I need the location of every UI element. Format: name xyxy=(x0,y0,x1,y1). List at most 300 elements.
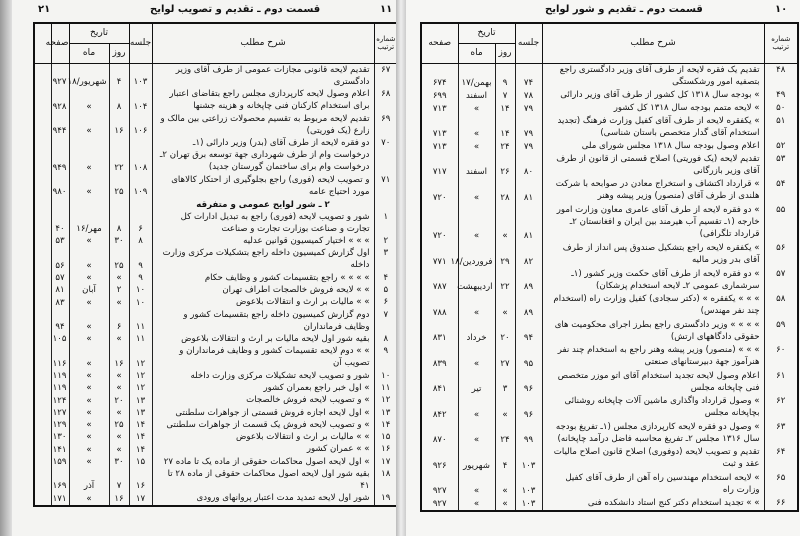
row-day: ۲۴ xyxy=(495,140,515,153)
row-margin xyxy=(34,431,51,443)
table-row xyxy=(34,431,398,443)
row-page: ۱۲۷ xyxy=(51,407,69,419)
row-description: » بودجه سال ۱۳۱۸ کل کشور از طرف آقای وزیر دارائی xyxy=(542,89,764,102)
table-row xyxy=(34,345,398,370)
row-number: ۱۱ xyxy=(374,382,398,394)
row-session: ۱۰۳ xyxy=(515,497,542,511)
row-month: شهریور/۱۸ xyxy=(69,63,109,88)
row-session: ۱۴ xyxy=(129,443,152,455)
row-number: ۱۲ xyxy=(374,394,398,406)
row-month: » xyxy=(69,443,109,455)
row-month: » xyxy=(69,174,109,199)
row-month: تیر xyxy=(458,370,495,396)
row-session: ۱۴ xyxy=(129,419,152,431)
row-description: » اول خبر راجع بعمران کشور xyxy=(152,382,374,394)
row-page: ۶۷۴ xyxy=(421,63,458,89)
row-description: » » لایحه فروش خالصجات اطراف تهران xyxy=(152,284,374,296)
table-row xyxy=(421,395,798,421)
table-row xyxy=(421,268,798,294)
row-session: ۹۶ xyxy=(515,370,542,396)
row-page: ۱۱۹ xyxy=(51,370,69,382)
row-description: » » مالیات بر ارث و انتقالات بلاعوض xyxy=(152,431,374,443)
table-row xyxy=(421,319,798,345)
table-row xyxy=(421,204,798,242)
row-month: » xyxy=(69,296,109,308)
row-session: ۷۴ xyxy=(515,63,542,89)
row-session: ۶ xyxy=(129,211,152,236)
row-session: ۸۹ xyxy=(515,268,542,294)
row-page: ۷۱۳ xyxy=(421,140,458,153)
row-day: ۱۴ xyxy=(495,115,515,141)
row-description: » و تصویب لایحه فروش یک قسمت از جواهرات سلطنتی xyxy=(152,419,374,431)
row-page: ۱۵۹ xyxy=(51,456,69,468)
row-session: ۹۶ xyxy=(515,395,542,421)
row-page: ۹۴ xyxy=(51,309,69,334)
row-month: » xyxy=(458,102,495,115)
section-heading-row xyxy=(34,198,398,210)
row-page: ۷۷۱ xyxy=(421,242,458,268)
row-margin xyxy=(34,345,51,370)
header-page: صفحه xyxy=(421,23,458,63)
table-row xyxy=(34,309,398,334)
row-day: ۴ xyxy=(109,63,129,88)
header-row-number: شماره ترتیب xyxy=(374,23,398,63)
header-month: ماه xyxy=(69,43,109,63)
row-day: » xyxy=(109,296,129,308)
row-page: ۶۹۹ xyxy=(421,89,458,102)
table-row xyxy=(34,419,398,431)
row-number: ۱۵ xyxy=(374,431,398,443)
row-number: ۵۴ xyxy=(764,178,798,204)
row-margin xyxy=(34,407,51,419)
row-page: ۷۲۰ xyxy=(421,178,458,204)
row-description: دوم گزارش کمیسیون داخله راجع بتقسیمات کشور و وظایف فرمانداران xyxy=(152,309,374,334)
row-month: اسفند xyxy=(458,89,495,102)
row-page: ۹۴۴ xyxy=(51,113,69,138)
row-number: ۵۶ xyxy=(764,242,798,268)
row-description: بقیه شور اول لایحه مالیات بر ارث و انتقالات بلاعوض xyxy=(152,333,374,345)
table-row xyxy=(34,407,398,419)
row-month: آبان xyxy=(69,284,109,296)
row-number: ۱۶ xyxy=(374,443,398,455)
table-row xyxy=(34,211,398,236)
table-row xyxy=(34,235,398,247)
row-number: ۶۰ xyxy=(764,344,798,370)
row-description: شور و تصویب لایحه تشکیلات مرکزی وزارت داخله xyxy=(152,370,374,382)
row-description: دو فقره لایحه از طرف آقای (بدر) وزیر دارائی (۱ـ درخواست وام از طرف شهرداری جهة توسعه برق تهران ۲ـ درخواست وام برای ساختمان گورستان جدید) xyxy=(152,137,374,174)
row-description: » » » » راجع بتقسیمات کشور و وظایف حکام xyxy=(152,272,374,284)
row-session: ۸۰ xyxy=(515,153,542,179)
row-margin xyxy=(34,443,51,455)
table-row xyxy=(34,333,398,345)
row-session: ۱۲ xyxy=(129,370,152,382)
row-day: ۹ xyxy=(495,63,515,89)
row-page: ۷۸۷ xyxy=(421,268,458,294)
row-description: » اول لایحه اجازه فروش قسمتی از جواهرات سلطنتی xyxy=(152,407,374,419)
page-number-inner: ۱۱ xyxy=(380,4,393,15)
row-number: ۱ xyxy=(374,211,398,236)
row-session: ۹ xyxy=(129,272,152,284)
row-session: ۱۲ xyxy=(129,345,152,370)
row-page: ۵۳ xyxy=(51,235,69,247)
row-description: شور و تصویب لایحه (فوری) راجع به تبدیل ادارات کل تجارت و صناعت بوزارت تجارت و صناعت xyxy=(152,211,374,236)
row-day: ۲۸ xyxy=(495,178,515,204)
table-row xyxy=(421,472,798,498)
row-session: ۱۵ xyxy=(129,456,152,468)
row-margin xyxy=(34,419,51,431)
row-month: » xyxy=(69,419,109,431)
table-row xyxy=(421,242,798,268)
row-number: ۶۷ xyxy=(374,63,398,88)
row-day: » xyxy=(495,204,515,242)
row-month: » xyxy=(69,407,109,419)
row-page: ۱۲۴ xyxy=(51,394,69,406)
row-session: ۱۰۶ xyxy=(129,113,152,138)
row-page: ۹۴۹ xyxy=(51,137,69,174)
row-day: » xyxy=(109,370,129,382)
row-margin xyxy=(34,235,51,247)
row-margin xyxy=(34,492,51,506)
row-description: » » » یکفقره » (دکتر سجادی) کفیل وزارت راه (استخدام چند نفر مهندس) xyxy=(542,293,764,319)
row-page: ۷۱۷ xyxy=(421,153,458,179)
row-day: ۱۶ xyxy=(109,113,129,138)
row-day: ۳ xyxy=(495,370,515,396)
row-day: ۲ xyxy=(109,284,129,296)
row-margin xyxy=(34,309,51,334)
table-row xyxy=(421,63,798,89)
row-month: » xyxy=(458,178,495,204)
table-row xyxy=(34,284,398,296)
row-session: ۱۳ xyxy=(129,407,152,419)
row-number: ۷۰ xyxy=(374,137,398,174)
header-day: روز xyxy=(495,43,515,63)
row-margin xyxy=(34,174,51,199)
row-month: » xyxy=(69,272,109,284)
row-day: ۶ xyxy=(109,309,129,334)
row-page: ۸۳۱ xyxy=(421,319,458,345)
row-description: تقدیم لایحه قانونی مجازات عمومی از طرف آقای وزیر دادگستری xyxy=(152,63,374,88)
row-day: ۲۲ xyxy=(109,137,129,174)
header-session: جلسه xyxy=(515,23,542,63)
row-description: شور اول لایحه تمدید مدت اعتبار پروانهای ورودی xyxy=(152,492,374,506)
row-session: ۸ xyxy=(129,235,152,247)
row-number: ۷ xyxy=(374,309,398,334)
row-day: » xyxy=(109,333,129,345)
row-description: » » تجدید استخدام دکتر کنج استاد دانشکده فنی xyxy=(542,497,764,511)
row-month: » xyxy=(458,204,495,242)
row-month: » xyxy=(69,431,109,443)
row-day: ۸ xyxy=(109,88,129,113)
row-session: ۱۰ xyxy=(129,284,152,296)
row-description: » وصول قرارداد واگذاری ماشین آلات چاپخانه روشنائی بچاپخانه مجلس xyxy=(542,395,764,421)
table-row xyxy=(421,421,798,447)
row-month: خرداد xyxy=(458,319,495,345)
row-description: اعلام وصول لایحه کارپردازی مجلس راجع بتقاضای اعتبار برای استخدام کارکنان فنی چاپخانه و هزینه جشنها xyxy=(152,88,374,113)
row-page: ۱۰۵ xyxy=(51,333,69,345)
row-month: » xyxy=(458,140,495,153)
row-day: » xyxy=(109,382,129,394)
row-page: ۹۲۷ xyxy=(421,472,458,498)
row-page: ۷۸۸ xyxy=(421,293,458,319)
row-month: » xyxy=(458,421,495,447)
row-page: ۸۱ xyxy=(51,284,69,296)
table-row xyxy=(34,272,398,284)
row-day: » xyxy=(495,497,515,511)
row-page: ۱۲۹ xyxy=(51,419,69,431)
row-session: ۷۹ xyxy=(515,115,542,141)
table-row xyxy=(421,89,798,102)
row-day: » xyxy=(109,431,129,443)
row-month: » xyxy=(69,345,109,370)
row-description: » » » (منصور) وزیر پیشه وهنر راجع به استخدام چند نفر هنرآموز جهة دبیرستانهای صنعتی xyxy=(542,344,764,370)
section-heading: ۲ ـ شور لوایح عمومی و متفرقه xyxy=(152,198,374,210)
row-description: » » دوم لایحه تقسیمات کشور و وظایف فرمانداران و تصویب آن xyxy=(152,345,374,370)
row-margin xyxy=(34,456,51,468)
row-session: ۱۰۸ xyxy=(129,137,152,174)
row-month: » xyxy=(69,456,109,468)
row-page: ۱۱۹ xyxy=(51,382,69,394)
row-page: ۷۲۰ xyxy=(421,204,458,242)
row-day: ۲۵ xyxy=(109,247,129,272)
row-number: ۶ xyxy=(374,296,398,308)
header-row-number: شماره ترتیب xyxy=(764,23,798,63)
row-page: ۸۳۹ xyxy=(421,344,458,370)
row-description: » وصول دو فقره لایحه کارپردازی مجلس (۱ـ تفریغ بودجه سال ۱۳۱۶ مجلس ۲ـ تفریغ محاسبه فاضل درآمد چاپخانه) xyxy=(542,421,764,447)
table-row xyxy=(421,153,798,179)
row-page: ۹۲۸ xyxy=(51,88,69,113)
row-description: » » » اختیار کمیسیون قوانین عدلیه xyxy=(152,235,374,247)
row-page: ۹۲۷ xyxy=(421,497,458,511)
row-margin xyxy=(34,63,51,88)
page-number: ۱۰ xyxy=(775,4,788,15)
row-description: » » مالیات بر ارث و انتقالات بلاعوض xyxy=(152,296,374,308)
row-month: » xyxy=(458,115,495,141)
row-day: » xyxy=(109,407,129,419)
running-title: قسمت دوم ـ تقدیم و شور لوایح xyxy=(545,4,703,15)
row-margin xyxy=(34,394,51,406)
right-page xyxy=(400,0,800,536)
row-month: » xyxy=(458,344,495,370)
row-description: تقدیم و تصویب لایحه (دوفوری) اصلاح قانون اصلاح مالیات عقد و ثبت xyxy=(542,446,764,472)
table-row xyxy=(421,370,798,396)
row-description: تقدیم لایحه (یک فوریتی) اصلاح قسمتی از قانون از طرف آقای وزیر بازرگانی xyxy=(542,153,764,179)
row-month: فروردین/۱۸ xyxy=(458,242,495,268)
row-day: ۲۴ xyxy=(495,421,515,447)
row-session: ۱۰ xyxy=(129,296,152,308)
table-row xyxy=(34,492,398,506)
running-title: قسمت دوم ـ تقدیم و تصویب لوایح xyxy=(150,4,321,15)
row-day: » xyxy=(109,443,129,455)
table-row xyxy=(34,394,398,406)
row-page: ۵۶ xyxy=(51,247,69,272)
row-month: » xyxy=(69,235,109,247)
row-description: » اول لایحه اصول محاکمات حقوقی از ماده یک تا ماده ۲۷ xyxy=(152,456,374,468)
row-margin xyxy=(34,382,51,394)
row-number: ۵ xyxy=(374,284,398,296)
row-number: ۴ xyxy=(374,272,398,284)
row-session: ۱۰۳ xyxy=(129,63,152,88)
row-margin xyxy=(34,137,51,174)
row-number: ۵۹ xyxy=(764,319,798,345)
row-session: ۱۴ xyxy=(129,431,152,443)
header-day: روز xyxy=(109,43,129,63)
table-row xyxy=(421,293,798,319)
row-month: » xyxy=(458,497,495,511)
table-row xyxy=(34,137,398,174)
row-month: » xyxy=(458,472,495,498)
row-number: ۵۵ xyxy=(764,204,798,242)
row-number: ۱۳ xyxy=(374,407,398,419)
row-margin xyxy=(34,370,51,382)
row-description: » یکفقره لایحه از طرف آقای کفیل وزارت فرهنگ (تجدید استخدام آقای گدار متخصص باستان شناسی) xyxy=(542,115,764,141)
table-row xyxy=(34,247,398,272)
row-day: ۲۰ xyxy=(495,319,515,345)
row-session: ۱۰۹ xyxy=(129,174,152,199)
row-page: ۵۷ xyxy=(51,272,69,284)
row-session: ۸۹ xyxy=(515,293,542,319)
row-page: ۱۷۱ xyxy=(51,492,69,506)
row-day: » xyxy=(495,293,515,319)
row-number: ۱۰ xyxy=(374,370,398,382)
row-number: ۵۰ xyxy=(764,102,798,115)
row-session: ۱۱ xyxy=(129,309,152,334)
row-session: ۱۰۴ xyxy=(129,88,152,113)
table-row xyxy=(421,178,798,204)
table-row xyxy=(421,446,798,472)
row-page: ۹۸۰ xyxy=(51,174,69,199)
row-margin xyxy=(34,296,51,308)
row-month: » xyxy=(69,88,109,113)
header-date: تاریخ xyxy=(69,23,129,43)
row-page: ۸۴۲ xyxy=(421,395,458,421)
row-month: » xyxy=(458,395,495,421)
row-day: ۴ xyxy=(495,446,515,472)
row-day: ۳۰ xyxy=(109,456,129,468)
row-month: اسفند xyxy=(458,153,495,179)
row-day: ۱۴ xyxy=(495,102,515,115)
row-description: بقیه شور اول لایحه اصول محاکمات حقوقی از ماده ۲۸ تا ۴۱ xyxy=(152,468,374,493)
row-description: » لایحه متمم بودجه سال ۱۳۱۸ کل کشور xyxy=(542,102,764,115)
row-page: ۸۳ xyxy=(51,296,69,308)
row-description: تقدیم یک فقره لایحه از طرف آقای وزیر دادگستری راجع بتصفیه امور ورشکستگی xyxy=(542,63,764,89)
book-gutter xyxy=(396,0,406,536)
row-margin xyxy=(34,88,51,113)
table-row xyxy=(421,497,798,511)
row-month: » xyxy=(69,382,109,394)
row-margin xyxy=(34,333,51,345)
row-session: ۷۸ xyxy=(515,89,542,102)
row-month: » xyxy=(69,113,109,138)
row-number: ۲ xyxy=(374,235,398,247)
table-row xyxy=(34,113,398,138)
row-number: ۵۳ xyxy=(764,153,798,179)
row-page: ۷۱۳ xyxy=(421,102,458,115)
row-month: » xyxy=(69,492,109,506)
row-number: ۸ xyxy=(374,333,398,345)
row-description: » لایحه استخدام مهندسین راه آهن از طرف آقای کفیل وزارت راه xyxy=(542,472,764,498)
row-number: ۶۳ xyxy=(764,421,798,447)
row-number: ۷۱ xyxy=(374,174,398,199)
row-month: » xyxy=(69,370,109,382)
table-row xyxy=(34,370,398,382)
row-month: » xyxy=(69,247,109,272)
row-day: ۲۵ xyxy=(109,174,129,199)
row-description: و تصویب لایحه (فوری) راجع بجلوگیری از احتکار کالاهای مورد احتیاج عامه xyxy=(152,174,374,199)
table-row xyxy=(421,344,798,370)
row-day: » xyxy=(495,472,515,498)
table-row xyxy=(421,140,798,153)
row-description: » دو فقره لایحه از طرف آقای حکمت وزیر کشور (۱ـ سرشماری عمومی ۲ـ لایحه استخدام پزشکان) xyxy=(542,268,764,294)
row-description: اعلام وصول بودجه سال ۱۳۱۸ مجلس شورای ملی xyxy=(542,140,764,153)
row-page: ۹۲۶ xyxy=(421,446,458,472)
header-page: صفحه xyxy=(51,23,69,63)
row-session: ۹۵ xyxy=(515,344,542,370)
row-session: ۷۹ xyxy=(515,102,542,115)
row-number: ۹ xyxy=(374,345,398,370)
row-month: بهمن/۱۷ xyxy=(458,63,495,89)
table-row xyxy=(34,443,398,455)
row-day: » xyxy=(109,272,129,284)
row-page: ۱۶۹ xyxy=(51,468,69,493)
ledger-table xyxy=(33,22,399,507)
row-number: ۶۴ xyxy=(764,446,798,472)
row-description: تقدیم لایحه مربوط به تقسیم محصولات زراعتی بین مالک و زارع (یک فوریتی) xyxy=(152,113,374,138)
row-session: ۱۰۳ xyxy=(515,472,542,498)
row-description: » قرارداد اکتشاف و استخراج معادن در صوابحه با شرکت هلندی از طرف آقای (منصور) وزیر پیشه وهنر xyxy=(542,178,764,204)
row-session: ۱۰۳ xyxy=(515,446,542,472)
row-number: ۶۹ xyxy=(374,113,398,138)
table-row xyxy=(34,456,398,468)
table-row xyxy=(34,296,398,308)
row-day: ۷ xyxy=(495,89,515,102)
row-page: ۱۴۱ xyxy=(51,443,69,455)
row-number: ۵۸ xyxy=(764,293,798,319)
page-edge-shadow xyxy=(0,0,12,536)
row-session: ۱۷ xyxy=(129,492,152,506)
row-month: شهریور xyxy=(458,446,495,472)
table-row xyxy=(34,382,398,394)
row-month: » xyxy=(69,137,109,174)
row-number: ۴۸ xyxy=(764,63,798,89)
row-month: مهر/۱۶ xyxy=(69,211,109,236)
row-margin xyxy=(34,247,51,272)
row-day: ۸ xyxy=(109,211,129,236)
table-row xyxy=(34,468,398,493)
row-day: ۲۶ xyxy=(495,153,515,179)
row-number: ۱۸ xyxy=(374,468,398,493)
row-session: ۷۹ xyxy=(515,140,542,153)
row-day: ۷ xyxy=(109,468,129,493)
row-day: ۳۰ xyxy=(109,235,129,247)
row-description: » یکفقره لایحه راجع بتشکیل صندوق پس انداز از طرف آقای بدر وزیر مالیه xyxy=(542,242,764,268)
row-session: ۹۴ xyxy=(515,319,542,345)
row-month: » xyxy=(458,293,495,319)
header-date: تاریخ xyxy=(458,23,515,43)
row-session: ۱۶ xyxy=(129,468,152,493)
ledger-table xyxy=(420,22,799,512)
row-session: ۱۳ xyxy=(129,394,152,406)
row-month: اردیبهشت xyxy=(458,268,495,294)
row-day: ۲۷ xyxy=(495,344,515,370)
row-session: ۱۱ xyxy=(129,333,152,345)
row-number: ۶۵ xyxy=(764,472,798,498)
row-day: ۲۵ xyxy=(109,419,129,431)
row-description: » » عمران کشور xyxy=(152,443,374,455)
table-row xyxy=(421,102,798,115)
row-description: » و تصویب لایحه فروش خالصجات xyxy=(152,394,374,406)
header-description: شرح مطلب xyxy=(542,23,764,63)
row-day: ۱۶ xyxy=(109,345,129,370)
